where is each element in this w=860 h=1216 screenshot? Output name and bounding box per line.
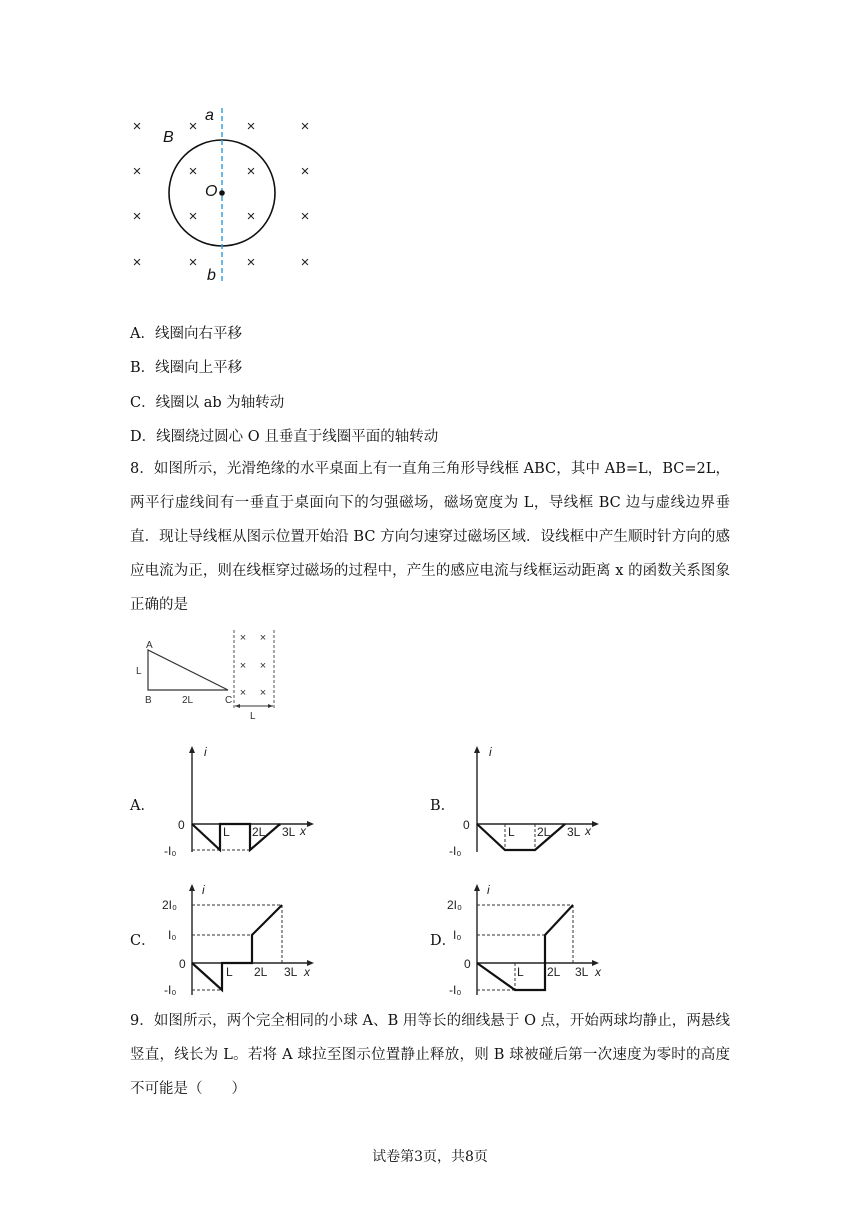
option-a: A．线圈向右平移 — [130, 326, 242, 342]
field-cross: × — [246, 163, 256, 180]
label-a: a — [205, 107, 214, 124]
tick-neg-i0: -I₀ — [164, 983, 177, 997]
tick-3l: 3L — [282, 825, 296, 839]
tick-2l: 2L — [537, 825, 551, 839]
graph-d — [445, 880, 615, 1000]
field-cross: × — [259, 660, 267, 672]
tick-3l: 3L — [284, 965, 298, 979]
field-cross: × — [239, 632, 247, 644]
tick-i0: I₀ — [453, 928, 462, 942]
option-b: B．线圈向上平移 — [130, 360, 243, 376]
field-cross: × — [188, 163, 198, 180]
field-cross: × — [239, 660, 247, 672]
graph-a-curve — [192, 824, 280, 850]
field-cross: × — [300, 254, 310, 271]
axis-i-label: i — [487, 883, 490, 897]
graph-label-c: C． — [130, 933, 156, 949]
tick-2l: 2L — [254, 965, 268, 979]
graph-a — [160, 742, 330, 862]
triangle-field-figure — [130, 630, 290, 725]
tick-2l: 2L — [547, 965, 561, 979]
field-cross: × — [188, 208, 198, 225]
tick-i0: I₀ — [168, 928, 177, 942]
option-d: D．线圈绕过圆心 O 且垂直于线圈平面的轴转动 — [130, 429, 439, 445]
option-c: C．线圈以 ab 为轴转动 — [130, 395, 285, 411]
graph-c — [160, 880, 330, 1000]
tick-l: L — [226, 965, 233, 979]
origin-label: 0 — [179, 957, 186, 971]
question-8-text: 8．如图所示，光滑绝缘的水平桌面上有一直角三角形导线框 ABC，其中 AB=L，BC=2L，两平行虚线间有一垂直于桌面向下的匀强磁场，磁场宽度为 L，导线框 BC 边与虚线边界垂直．现让导线框从图示位置开始沿 BC 方向匀速穿过磁场区域．设线框中产生顺时针方向的感应电流为正，则在线框穿过磁场的过程中，产生的感应电流与线框运动距离 x 的函数关系图象正确的是 — [130, 461, 730, 613]
field-cross: × — [132, 118, 142, 135]
field-cross: × — [188, 254, 198, 271]
graph-c-curve — [192, 905, 282, 990]
triangle-abc — [148, 650, 228, 690]
field-cross: × — [246, 208, 256, 225]
origin-label: 0 — [463, 818, 470, 832]
field-cross: × — [188, 118, 198, 135]
label-B: B — [163, 129, 174, 146]
tick-2i0: 2I₀ — [162, 898, 177, 912]
side-bc-label: 2L — [182, 695, 194, 706]
axis-i-label: i — [204, 745, 207, 759]
vertex-a: A — [146, 640, 153, 651]
graph-label-a: A． — [130, 798, 155, 814]
axis-i-label: i — [489, 745, 492, 759]
tick-l: L — [508, 825, 515, 839]
graph-b-curve — [477, 824, 565, 850]
tick-2i0: 2I₀ — [447, 898, 462, 912]
tick-neg-i0: -I₀ — [449, 983, 462, 997]
axis-i-label: i — [202, 883, 205, 897]
field-cross: × — [300, 118, 310, 135]
tick-l: L — [223, 825, 230, 839]
field-cross: × — [300, 163, 310, 180]
page-footer: 试卷第3页，共8页 — [372, 1149, 488, 1165]
field-cross: × — [259, 632, 267, 644]
question-9-text: 9．如图所示，两个完全相同的小球 A、B 用等长的细线悬于 O 点，开始两球均静止，两悬线竖直，线长为 L。若将 A 球拉至图示位置静止释放，则 B 球被碰后第一次速度为零时的高度不可能是（ ） — [130, 1013, 730, 1097]
tick-3l: 3L — [567, 825, 581, 839]
tick-3l: 3L — [575, 965, 589, 979]
axis-x-label: x — [304, 965, 310, 979]
graph-label-b: B． — [430, 798, 456, 814]
label-O: O — [205, 183, 218, 200]
vertex-b: B — [145, 695, 152, 706]
field-width-label: L — [250, 711, 256, 722]
label-b: b — [207, 267, 216, 284]
graph-b — [445, 742, 615, 862]
field-cross: × — [246, 118, 256, 135]
tick-neg-i0: -I₀ — [449, 844, 462, 858]
tick-l: L — [517, 965, 524, 979]
axis-x-label: x — [300, 824, 306, 838]
field-cross: × — [239, 687, 247, 699]
field-cross: × — [300, 208, 310, 225]
magnetic-field-coil-figure — [125, 104, 325, 284]
side-ab-label: L — [136, 666, 142, 677]
origin-label: 0 — [464, 957, 471, 971]
field-cross: × — [132, 163, 142, 180]
field-cross: × — [132, 254, 142, 271]
tick-2l: 2L — [252, 825, 266, 839]
tick-neg-i0: -I₀ — [164, 844, 177, 858]
center-dot — [219, 190, 225, 196]
field-cross: × — [246, 254, 256, 271]
graph-label-d: D． — [430, 933, 457, 949]
origin-label: 0 — [178, 818, 185, 832]
field-cross: × — [259, 687, 267, 699]
axis-x-label: x — [585, 824, 591, 838]
vertex-c: C — [225, 695, 233, 706]
axis-x-label: x — [595, 965, 601, 979]
field-cross: × — [132, 208, 142, 225]
